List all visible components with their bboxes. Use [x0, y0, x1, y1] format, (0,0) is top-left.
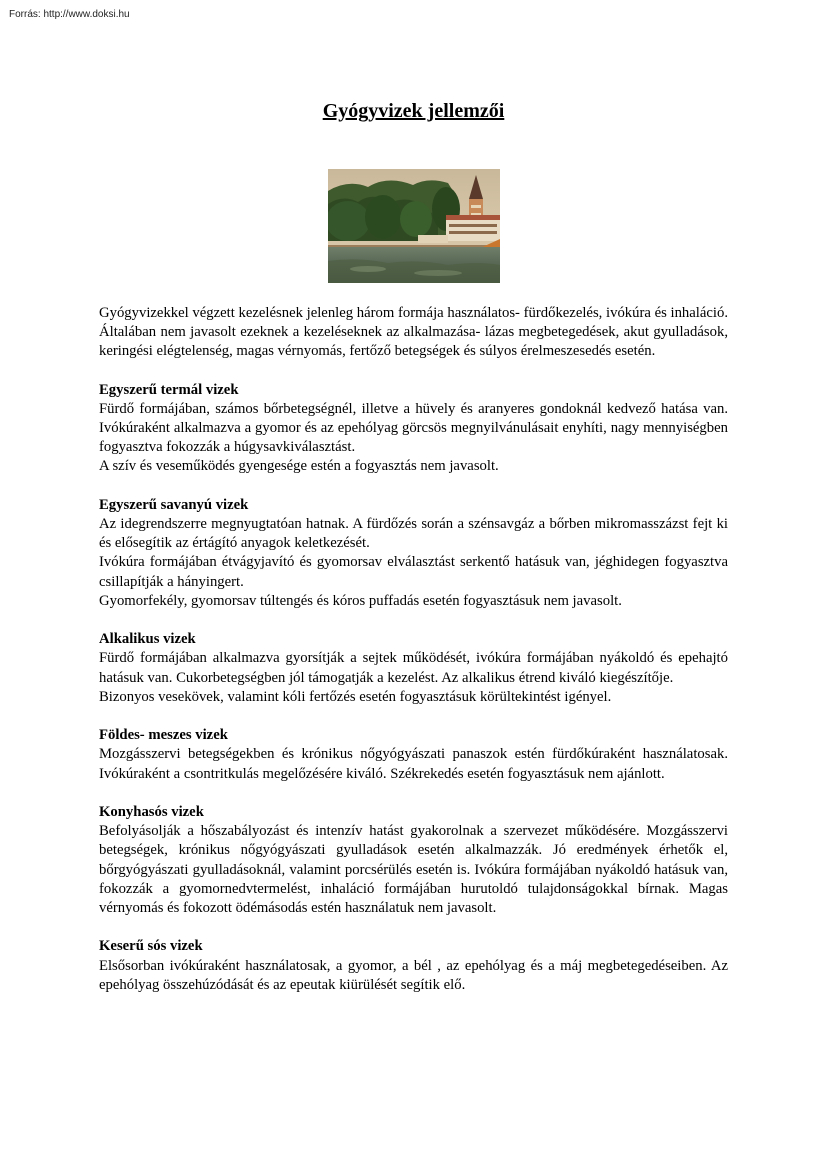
section-konyhasos [99, 803, 728, 918]
section-heading: Földes- meszes vizek [99, 727, 228, 744]
section-paragraph: Fürdő formájában, számos bőrbetegségnél, illetve a hüvely és aranyeres gondoknál kedvező hatása van. Ivókúraként alkalmazva a gyomor és az epehólyag görcsös megnyilvánulásait enyhíti, nagy mennyiségben fogyasztva fokozzák a húgysavkiválasztást. [99, 400, 728, 456]
section-paragraph: Befolyásolják a hőszabályozást és intenzív hatást gyakorolnak a szervezet működésére. Mozgásszervi betegségek, krónikus nőgyógyászati gyulladások esetén alkalmazzák. Jó eredmények érhetők el, bőrgyógyászati gyulladásoknál, valamint porcsérülés esetén is. Ivókúra formájában nyákoldó hatásuk van, fokozzák a gyomornedvtermelést, inhaláció formájában hurutoldó tulajdonságokkal bírnak. Magas vérnyomás és fokozott ödémásodás estén használatuk nem javasolt. [99, 823, 728, 917]
section-heading: Egyszerű termál vizek [99, 381, 239, 398]
section-paragraph: Ivókúra formájában étvágyjavító és gyomorsav elválasztást serkentő hatásuk van, jéghidegen fogyasztva csillapítják a hányingert. [99, 554, 728, 590]
section-heading: Alkalikus vizek [99, 631, 196, 648]
section-alkalikus [99, 630, 728, 707]
section-foldes-meszes [99, 726, 728, 784]
section-paragraph: Mozgásszervi betegségekben és krónikus nőgyógyászati panaszok estén fürdőkúraként használatosak. Ivókúraként a csontritkulás megelőzésére kiváló. Székrekedés esetén fogyasztásuk nem ajánlott. [99, 746, 728, 782]
section-paragraph: A szív és veseműködés gyengesége estén a fogyasztás nem javasolt. [99, 458, 499, 475]
document-body [99, 304, 728, 1014]
spa-photo [328, 169, 500, 283]
source-label: Forrás: http://www.doksi.hu [9, 9, 130, 20]
page-title: Gyógyvizek jellemzői [322, 100, 505, 122]
intro-paragraph: Gyógyvizekkel végzett kezelésnek jelenleg három formája használatos- fürdőkezelés, ivókúra és inhaláció. Általában nem javasolt ezeknek a kezeléseknek az alkalmazása- lázas megbetegedések, akut gyulladások, keringési elégtelenség, magas vérnyomás, fertőző betegségek és súlyos érelmeszesedés esetén. [99, 305, 728, 360]
section-paragraph: Gyomorfekély, gyomorsav túltengés és kóros puffadás esetén fogyasztásuk nem javasolt. [99, 592, 622, 609]
section-paragraph: Az idegrendszerre megnyugtatóan hatnak. A fürdőzés során a szénsavgáz a bőrben mikromasszázst fejt ki és elősegítik az értágító anyagok keletkezését. [99, 516, 728, 552]
section-paragraph: Bizonyos vesekövek, valamint kóli fertőzés esetén fogyasztásuk körültekintést igényel. [99, 688, 612, 705]
section-heading: Konyhasós vizek [99, 804, 204, 821]
section-paragraph: Elsősorban ivókúraként használatosak, a gyomor, a bél , az epehólyag és a máj megbetegedéseiben. Az epehólyag összehúzódását és az epeutak kiürülését segítik elő. [99, 957, 728, 993]
section-paragraph: Fürdő formájában alkalmazva gyorsítják a sejtek működését, ivókúra formájában nyákoldó és epehajtó hatásuk van. Cukorbetegségben jól támogatják a kezelést. Az alkalikus étrend kiváló kiegészítője. [99, 650, 728, 686]
section-keseru-sos [99, 937, 728, 995]
section-egyszeru-savanyu [99, 496, 728, 611]
section-heading: Egyszerű savanyú vizek [99, 496, 249, 513]
section-heading: Keserű sós vizek [99, 938, 203, 955]
section-egyszeru-termal [99, 381, 728, 477]
